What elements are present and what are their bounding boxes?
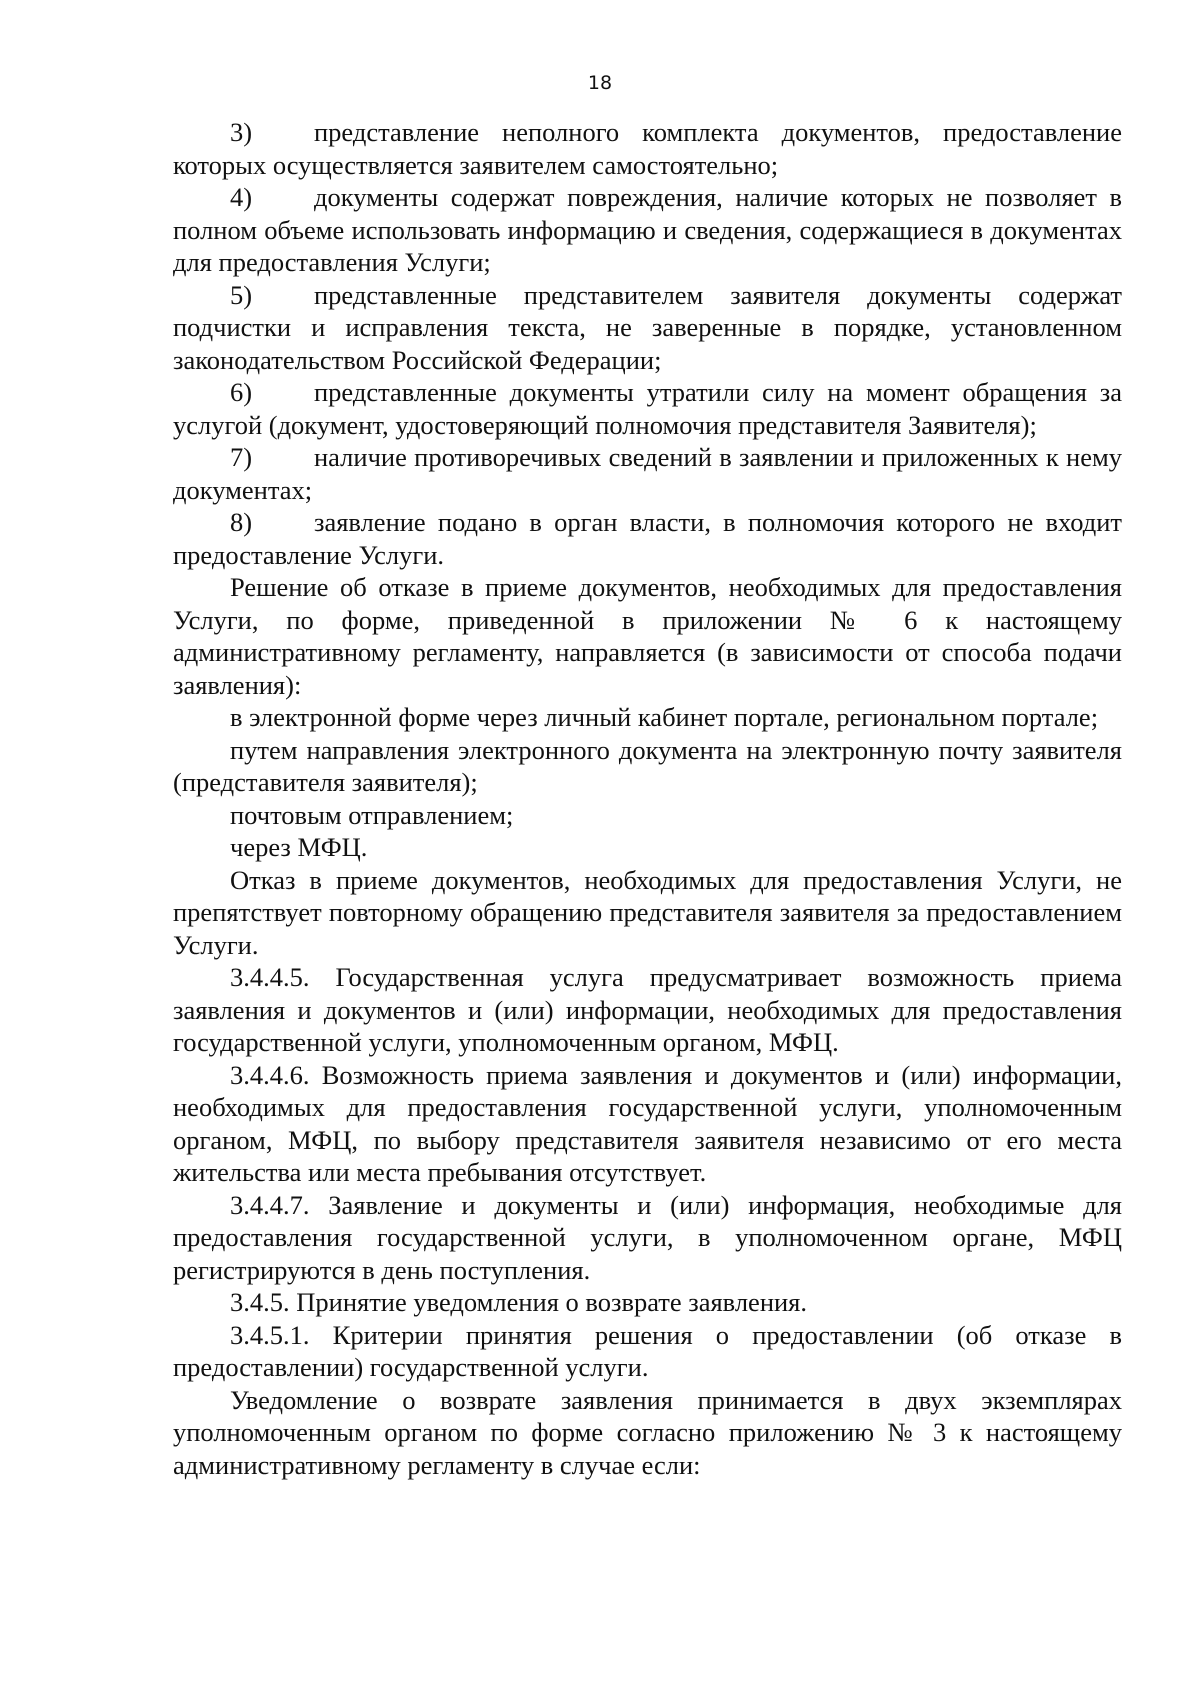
paragraph: 3.4.5.1. Критерии принятия решения о предоставлении (об отказе в предоставлении) государственной услуги. — [173, 1319, 1122, 1382]
list-item-text: заявление подано в орган власти, в полномочия которого не входит предоставление Услуги. — [173, 507, 1122, 570]
list-item-text: представленные представителем заявителя документы содержат подчистки и исправления текста, не заверенные в порядке, установленном законодательством Российской Федерации; — [173, 279, 1122, 375]
list-item — [173, 116, 1122, 181]
paragraph: 3.4.4.7. Заявление и документы и (или) информация, необходимые для предоставления государственной услуги, в уполномоченном органе, МФЦ регистрируются в день поступления. — [173, 1189, 1122, 1285]
list-item-number: 7) — [230, 442, 253, 472]
list-item-number: 3) — [230, 117, 253, 147]
paragraph: 3.4.5. Принятие уведомления о возврате заявления. — [230, 1287, 807, 1317]
paragraph: Отказ в приеме документов, необходимых для предоставления Услуги, не препятствует повторному обращению представителя заявителя за предоставлением Услуги. — [173, 864, 1122, 960]
list-item — [173, 376, 1122, 441]
list-item-text: представление неполного комплекта документов, предоставление которых осуществляется заявителем самостоятельно; — [173, 117, 1122, 180]
list-item-text: представленные документы утратили силу на момент обращения за услугой (документ, удостоверяющий полномочия представителя Заявителя); — [173, 377, 1122, 440]
list-item-number: 6) — [230, 377, 253, 407]
paragraph: Решение об отказе в приеме документов, необходимых для предоставления Услуги, по форме, приведенной в приложении № 6 к настоящему административному регламенту, направляется (в зависимости от способа подачи заявления): — [173, 572, 1122, 700]
paragraph: 3.4.4.5. Государственная услуга предусматривает возможность приема заявления и документов и (или) информации, необходимых для предоставления государственной услуги, уполномоченным органом, МФЦ. — [173, 962, 1122, 1057]
paragraph: почтовым отправлением; — [230, 799, 514, 830]
paragraph: в электронной форме через личный кабинет портале, региональном портале; — [230, 702, 1099, 732]
page-number: 18 — [587, 72, 613, 94]
list-item-text: наличие противоречивых сведений в заявлении и приложенных к нему документах; — [173, 442, 1122, 505]
paragraph: 3.4.4.6. Возможность приема заявления и документов и (или) информации, необходимых для предоставления государственной услуги, уполномоченным органом, МФЦ, по выбору представителя заявителя независимо от его места жительства или места пребывания отсутствует. — [173, 1059, 1122, 1187]
paragraph: Уведомление о возврате заявления принимается в двух экземплярах уполномоченным органом по форме согласно приложению № 3 к настоящему административному регламенту в случае если: — [173, 1384, 1122, 1480]
list-item-number: 4) — [230, 182, 253, 212]
list-item — [173, 279, 1122, 377]
paragraph: через МФЦ. — [230, 832, 368, 862]
document-body — [173, 116, 1122, 1481]
list-item — [173, 441, 1122, 506]
list-item-number: 5) — [230, 279, 253, 310]
list-item-text: документы содержат повреждения, наличие которых не позволяет в полном объеме использовать информацию и сведения, содержащиеся в документах для предоставления Услуги; — [173, 182, 1122, 277]
paragraph: путем направления электронного документа на электронную почту заявителя (представителя заявителя); — [173, 734, 1122, 797]
list-item — [173, 181, 1122, 279]
list-item-number: 8) — [230, 507, 253, 537]
list-item — [173, 506, 1122, 571]
